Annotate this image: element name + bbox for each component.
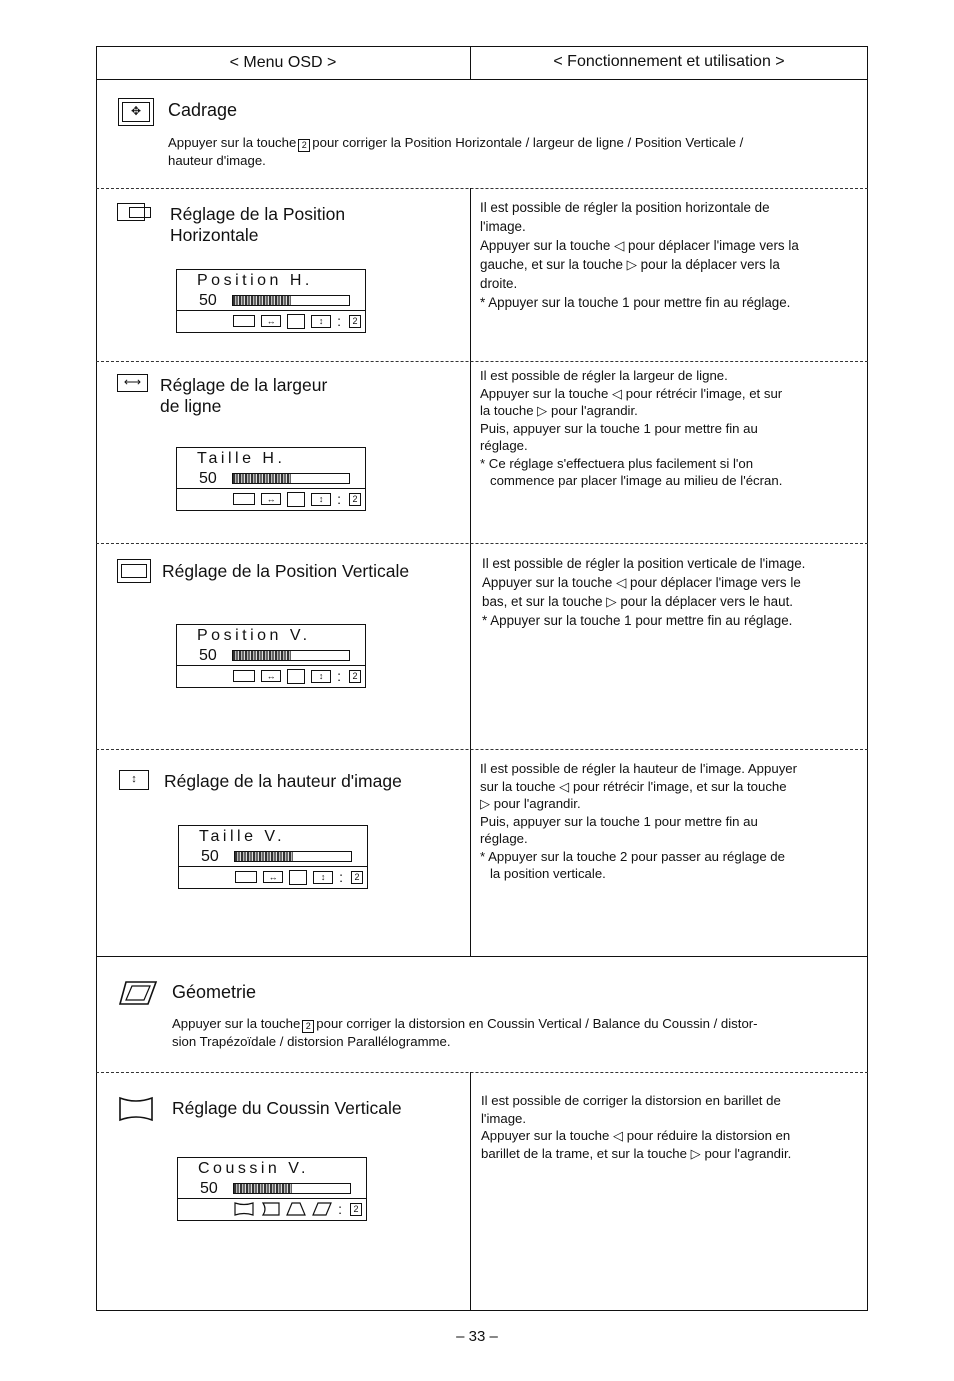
block-divider xyxy=(96,956,868,957)
osd-label: Taille H. xyxy=(197,450,286,467)
osd-level-fill xyxy=(235,852,293,861)
geometrie-intro xyxy=(172,1015,862,1051)
cadrage-intro-line2: hauteur d'image. xyxy=(168,153,266,168)
key-2-icon: 2 xyxy=(350,1203,362,1216)
osd-taille-h xyxy=(176,447,366,511)
osd-value: 50 xyxy=(199,647,217,664)
osd-footer: ↔ ↕ : 2 xyxy=(179,866,367,888)
osd-level-fill xyxy=(233,651,291,660)
coussin-text xyxy=(481,1092,861,1162)
cadrage-icon: ✥ xyxy=(118,98,154,126)
section-divider xyxy=(96,543,868,544)
text-line: ▷ pour l'agrandir. xyxy=(480,796,581,811)
osd-label: Position V. xyxy=(197,627,311,644)
header-right: < Fonctionnement et utilisation > xyxy=(553,53,785,70)
pincushion-icon xyxy=(234,1202,254,1216)
osd-level-bar xyxy=(232,650,350,661)
osd-level-bar xyxy=(232,295,350,306)
text-line: réglage. xyxy=(480,831,528,846)
header-divider xyxy=(96,79,868,80)
header-left: < Menu OSD > xyxy=(229,54,337,71)
h-width-icon: ↔ xyxy=(261,493,281,505)
image-height-icon: ↕ xyxy=(119,770,149,790)
key-2-icon: 2 xyxy=(298,139,310,152)
h-position-icon xyxy=(233,670,255,682)
osd-footer: ↔ ↕ : 2 xyxy=(177,488,365,510)
v-position-icon xyxy=(289,870,307,885)
text-line: Il est possible de régler la position verticale de l'image. xyxy=(482,556,806,571)
cadrage-intro-after: pour corriger la Position Horizontale / largeur de ligne / Position Verticale / xyxy=(312,135,744,150)
text-line: Il est possible de régler la hauteur de l'image. Appuyer xyxy=(480,761,798,776)
geometry-icon xyxy=(118,980,158,1006)
v-position-icon xyxy=(287,314,305,329)
geometrie-intro-line2: sion Trapézoïdale / distorsion Parallélogramme. xyxy=(172,1034,451,1049)
column-divider xyxy=(470,188,471,956)
osd-label: Position H. xyxy=(197,272,313,289)
text-line: l'image. xyxy=(480,219,526,234)
osd-value: 50 xyxy=(199,292,217,309)
key-2-icon: 2 xyxy=(349,493,361,506)
text-line: Appuyer sur la touche ◁ pour rétrécir l'image, et sur xyxy=(480,385,783,401)
section-divider xyxy=(96,361,868,362)
column-divider xyxy=(470,1072,471,1311)
pincushion-icon xyxy=(118,1096,154,1122)
text-line: * Appuyer sur la touche 1 pour mettre fin au réglage. xyxy=(480,295,791,310)
trapezoid-icon xyxy=(286,1202,306,1216)
page-number: – 33 – xyxy=(456,1328,498,1345)
parallelogram-icon xyxy=(312,1202,332,1216)
text-line: Il est possible de régler la position horizontale de xyxy=(480,200,770,215)
v-height-icon: ↕ xyxy=(313,871,333,884)
osd-footer: : 2 xyxy=(178,1198,366,1220)
osd-coussin-v xyxy=(177,1157,367,1221)
section-2-text xyxy=(480,367,860,490)
section-4-title: Réglage de la hauteur d'image xyxy=(164,771,402,791)
v-position-icon xyxy=(287,669,305,684)
osd-level-fill xyxy=(233,296,291,305)
text-line: * Appuyer sur la touche 1 pour mettre fin au réglage. xyxy=(482,613,793,628)
osd-value: 50 xyxy=(199,470,217,487)
text-line: Puis, appuyer sur la touche 1 pour mettre fin au xyxy=(480,420,758,436)
text-line: Appuyer sur la touche ◁ pour déplacer l'image vers le xyxy=(482,575,801,590)
osd-level-bar xyxy=(233,1183,351,1194)
osd-level-fill xyxy=(233,474,291,483)
h-width-icon: ↔ xyxy=(261,315,281,327)
osd-footer: ↔ ↕ : 2 xyxy=(177,665,365,687)
text-line: Il est possible de régler la largeur de ligne. xyxy=(480,368,728,383)
h-position-icon xyxy=(233,315,255,327)
h-width-icon: ↔ xyxy=(261,670,281,682)
h-width-icon: ↔ xyxy=(263,871,283,883)
cadrage-intro xyxy=(168,134,858,170)
v-height-icon: ↕ xyxy=(311,315,331,328)
section-3-text xyxy=(482,554,862,630)
section-divider xyxy=(96,188,868,189)
v-position-icon xyxy=(287,492,305,507)
cadrage-title: Cadrage xyxy=(168,100,238,120)
v-height-icon: ↕ xyxy=(311,670,331,683)
text-line: Puis, appuyer sur la touche 1 pour mettre fin au xyxy=(480,813,758,829)
text-line: sur la touche ◁ pour rétrécir l'image, et sur la touche xyxy=(480,778,787,794)
text-line: * Ce réglage s'effectuera plus facilement si l'on xyxy=(480,455,754,471)
text-line: * Appuyer sur la touche 2 pour passer au réglage de xyxy=(480,848,785,864)
text-line: bas, et sur la touche ▷ pour la déplacer vers le haut. xyxy=(482,594,794,609)
section-2-title xyxy=(160,375,327,417)
key-2-icon: 2 xyxy=(349,315,361,328)
text-line: Appuyer sur la touche ◁ pour déplacer l'image vers la xyxy=(480,238,799,253)
geometrie-intro-before: Appuyer sur la touche xyxy=(172,1016,301,1031)
section-1-text xyxy=(480,198,860,312)
key-2-icon: 2 xyxy=(349,670,361,683)
v-height-icon: ↕ xyxy=(311,493,331,506)
osd-level-fill xyxy=(234,1184,292,1193)
section-2-title-line1: Réglage de la largeur xyxy=(160,375,328,395)
section-divider xyxy=(96,749,868,750)
text-line: gauche, et sur la touche ▷ pour la déplacer vers la xyxy=(480,257,780,272)
section-1-title xyxy=(170,204,345,246)
text-line: commence par placer l'image au milieu de l'écran. xyxy=(490,473,783,488)
text-line: Appuyer sur la touche ◁ pour réduire la distorsion en xyxy=(481,1128,791,1143)
text-line: réglage. xyxy=(480,438,528,453)
section-1-title-line2: Horizontale xyxy=(170,225,259,245)
coussin-title: Réglage du Coussin Verticale xyxy=(172,1098,402,1118)
key-2-icon: 2 xyxy=(351,871,363,884)
text-line: la position verticale. xyxy=(490,866,606,881)
text-line: la touche ▷ pour l'agrandir. xyxy=(480,403,638,418)
osd-label: Taille V. xyxy=(199,828,286,845)
section-2-title-line2: de ligne xyxy=(160,396,222,416)
section-3-title: Réglage de la Position Verticale xyxy=(162,561,410,581)
section-1-title-line1: Réglage de la Position xyxy=(170,204,346,224)
line-width-icon: ⟷ xyxy=(117,374,148,392)
pin-balance-icon xyxy=(260,1202,280,1216)
text-line: barillet de la trame, et sur la touche ▷ pour l'agrandir. xyxy=(481,1145,792,1161)
text-line: l'image. xyxy=(481,1110,527,1126)
section-4-text xyxy=(480,760,860,883)
section-divider xyxy=(96,1072,868,1073)
cadrage-intro-before: Appuyer sur la touche xyxy=(168,135,297,150)
osd-position-h xyxy=(176,269,366,333)
osd-value: 50 xyxy=(200,1180,218,1197)
horizontal-position-icon xyxy=(117,203,155,221)
text-line: droite. xyxy=(480,276,518,291)
vertical-position-icon xyxy=(117,559,151,583)
osd-footer: ↔ ↕ : 2 xyxy=(177,310,365,332)
text-line: Il est possible de corriger la distorsion en barillet de xyxy=(481,1093,781,1108)
osd-level-bar xyxy=(232,473,350,484)
geometrie-title: Géometrie xyxy=(172,982,257,1002)
osd-position-v xyxy=(176,624,366,688)
osd-taille-v xyxy=(178,825,368,889)
h-position-icon xyxy=(235,871,257,883)
osd-label: Coussin V. xyxy=(198,1160,309,1177)
osd-value: 50 xyxy=(201,848,219,865)
osd-level-bar xyxy=(234,851,352,862)
h-position-icon xyxy=(233,493,255,505)
key-2-icon: 2 xyxy=(302,1020,314,1033)
geometrie-intro-after: pour corriger la distorsion en Coussin Vertical / Balance du Coussin / distor- xyxy=(316,1016,758,1031)
